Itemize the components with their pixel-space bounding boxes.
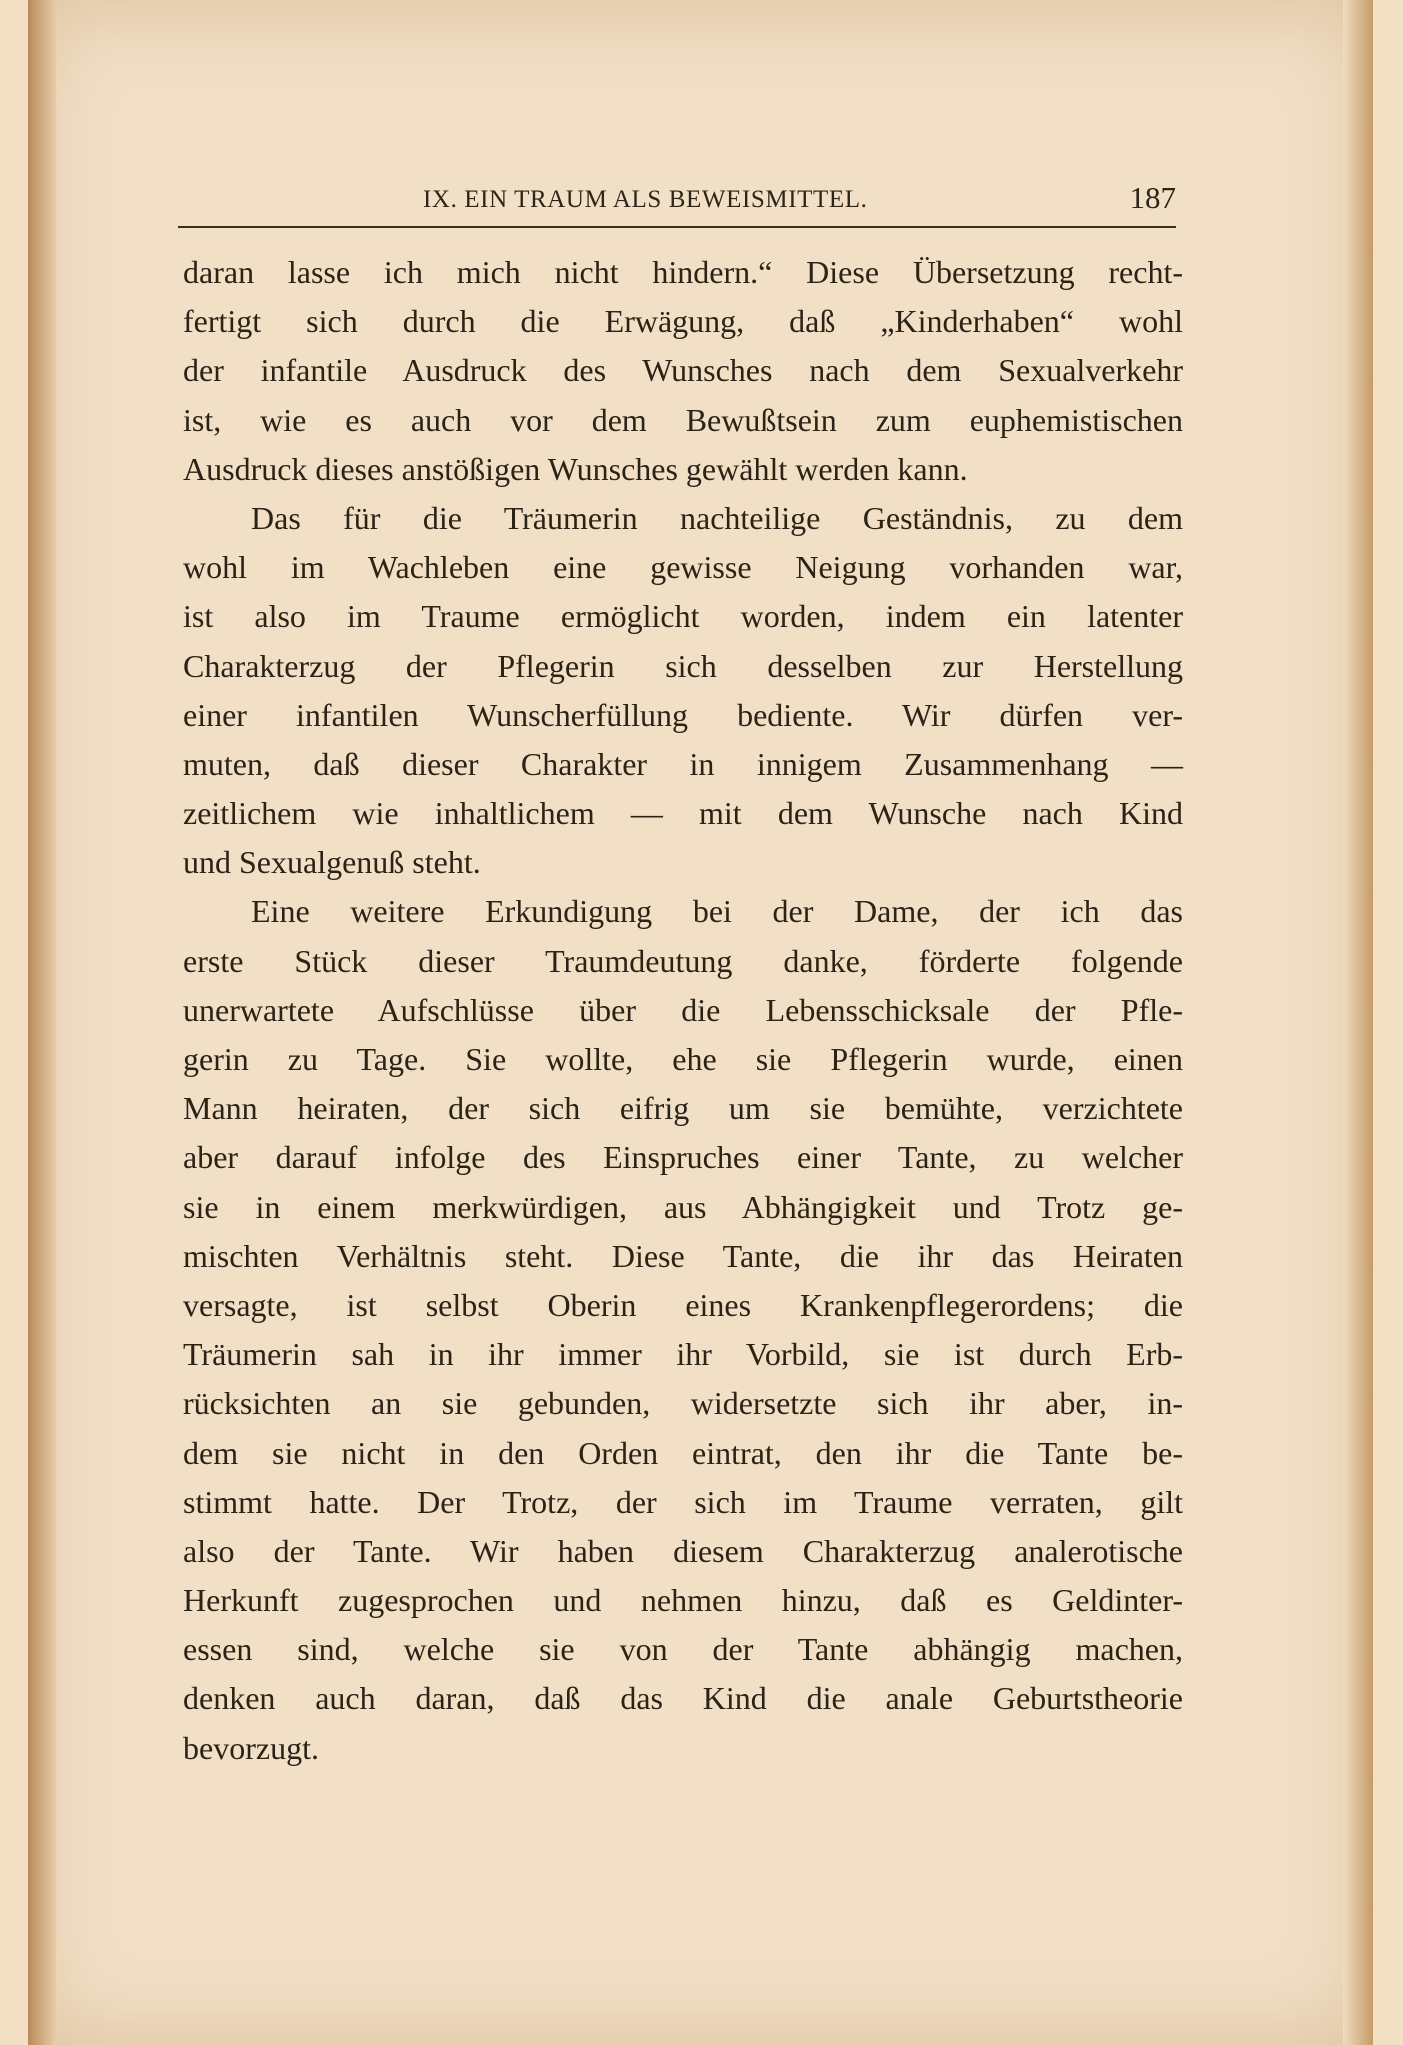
page-edge-right	[1343, 0, 1373, 2045]
text-line: erste Stück dieser Traumdeutung danke, förderte folgende	[183, 942, 1183, 979]
text-line: ist also im Traume ermöglicht worden, indem ein latenter	[183, 598, 1183, 635]
header-rule	[178, 226, 1176, 228]
text-line: fertigt sich durch die Erwägung, daß „Kinderhaben“ wohl	[183, 303, 1183, 340]
book-page	[28, 0, 1373, 2045]
text-line: sie in einem merkwürdigen, aus Abhängigkeit und Trotz ge-	[183, 1188, 1183, 1225]
text-line: versagte, ist selbst Oberin eines Krankenpflegerordens; die	[183, 1286, 1183, 1323]
text-line: daran lasse ich mich nicht hindern.“ Diese Übersetzung recht-	[183, 254, 1183, 290]
text-line: Mann heiraten, der sich eifrig um sie bemühte, verzichtete	[183, 1090, 1183, 1127]
text-line: also der Tante. Wir haben diesem Charakterzug analerotische	[183, 1532, 1183, 1569]
page-number: 187	[1129, 180, 1176, 215]
text-line: Das für die Träumerin nachteilige Geständnis, zu dem	[251, 499, 1183, 536]
text-line: unerwartete Aufschlüsse über die Lebensschicksale der Pfle-	[183, 991, 1183, 1028]
text-line: aber darauf infolge des Einspruches einer Tante, zu welcher	[183, 1139, 1183, 1176]
page-edge-left	[28, 0, 56, 2045]
running-header	[178, 178, 1176, 228]
text-line: wohl im Wachleben eine gewisse Neigung vorhanden war,	[183, 549, 1183, 586]
text-line: muten, daß dieser Charakter in innigem Zusammenhang —	[183, 745, 1183, 782]
text-line: Ausdruck dieses anstößigen Wunsches gewählt werden kann.	[183, 450, 968, 487]
text-line: Charakterzug der Pflegerin sich desselben zur Herstellung	[183, 647, 1183, 684]
text-line: der infantile Ausdruck des Wunsches nach dem Sexualverkehr	[183, 352, 1183, 389]
text-line: einer infantilen Wunscherfüllung bediente. Wir dürfen ver-	[183, 696, 1183, 733]
text-line: stimmt hatte. Der Trotz, der sich im Traume verraten, gilt	[183, 1483, 1183, 1520]
text-line: und Sexualgenuß steht.	[183, 844, 481, 881]
body-text	[183, 248, 1183, 1773]
text-line: mischten Verhältnis steht. Diese Tante, die ihr das Heiraten	[183, 1237, 1183, 1274]
text-line: Eine weitere Erkundigung bei der Dame, der ich das	[251, 893, 1183, 930]
text-line: essen sind, welche sie von der Tante abhängig machen,	[183, 1631, 1183, 1668]
text-line: dem sie nicht in den Orden eintrat, den ihr die Tante be-	[183, 1434, 1183, 1471]
text-line: denken auch daran, daß das Kind die anale Geburtstheorie	[183, 1680, 1183, 1717]
text-line: rücksichten an sie gebunden, widersetzte sich ihr aber, in-	[183, 1385, 1183, 1422]
text-line: gerin zu Tage. Sie wollte, ehe sie Pflegerin wurde, einen	[183, 1041, 1183, 1077]
text-line: Herkunft zugesprochen und nehmen hinzu, daß es Geldinter-	[183, 1582, 1183, 1619]
text-line: bevorzugt.	[183, 1729, 319, 1766]
text-line: Träumerin sah in ihr immer ihr Vorbild, sie ist durch Erb-	[183, 1336, 1183, 1373]
text-line: zeitlichem wie inhaltlichem — mit dem Wunsche nach Kind	[183, 795, 1183, 832]
running-title: IX. EIN TRAUM ALS BEWEISMITTEL.	[423, 186, 868, 213]
text-line: ist, wie es auch vor dem Bewußtsein zum euphemistischen	[183, 401, 1183, 438]
